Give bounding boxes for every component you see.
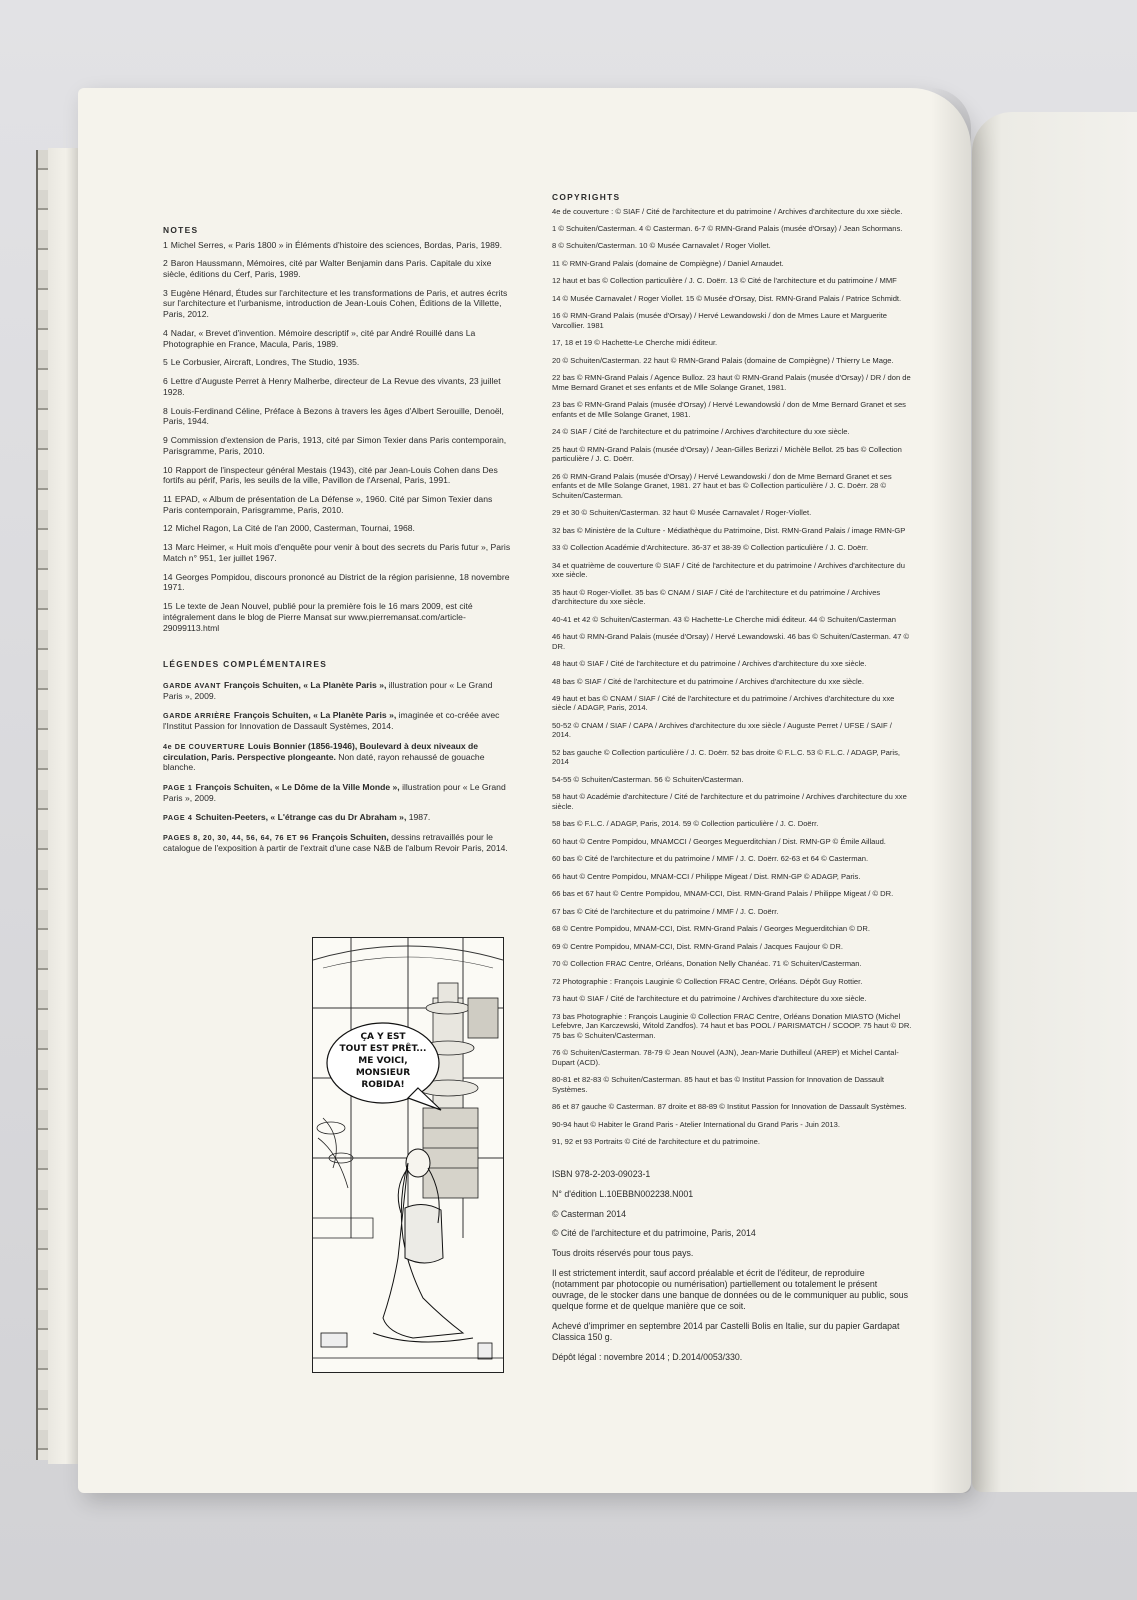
legend-title: François Schuiten, « Le Dôme de la Ville Monde », bbox=[195, 781, 400, 792]
legend-label: PAGE 1 bbox=[163, 782, 193, 792]
legal-deposit: Dépôt légal : novembre 2014 ; D.2014/0053/330. bbox=[552, 1352, 743, 1363]
legend-title: François Schuiten, « La Planète Paris », bbox=[223, 679, 387, 690]
note-number: 2 bbox=[163, 258, 168, 269]
legends-heading: LÉGENDES COMPLÉMENTAIRES bbox=[163, 659, 328, 670]
copyright-item: 46 haut © RMN-Grand Palais (musée d'Orsay) / Hervé Lewandowski. 46 bas © Schuiten/Casterman. 47 © DR. bbox=[552, 632, 910, 651]
copyright-item: 58 haut © Académie d'architecture / Cité de l'architecture et du patrimoine / Archives d'architecture du xxe siècle. bbox=[552, 792, 907, 811]
note-text: Le Corbusier, Aircraft, Londres, The Studio, 1935. bbox=[170, 357, 360, 368]
note-number: 8 bbox=[163, 405, 168, 416]
copyright-item: 90-94 haut © Habiter le Grand Paris - Atelier International du Grand Paris - Juin 2013. bbox=[552, 1119, 840, 1129]
note-text: Marc Heimer, « Huit mois d'enquête pour venir à bout des secrets du Paris futur », Paris Match n° 951, 1er juillet 1967. bbox=[163, 542, 511, 563]
note-item bbox=[163, 258, 513, 279]
note-item bbox=[163, 494, 513, 515]
copyright-item: 69 © Centre Pompidou, MNAM-CCI, Dist. RMN-Grand Palais / Jacques Faujour © DR. bbox=[552, 941, 843, 951]
copyright-item: 73 bas Photographie : François Lauginie © Collection FRAC Centre, Orléans Donation MIASTO (Michel Lefebvre, Jan Karczewski, Witold Zandfos). 74 haut et bas POOL / PARISMATCH / SCOOP. 75 haut © DR. 75 bas © Schuiten/Casterman. bbox=[552, 1011, 912, 1040]
copyright-cite: © Cité de l'architecture et du patrimoine, Paris, 2014 bbox=[552, 1228, 756, 1239]
note-item bbox=[163, 601, 513, 633]
copyright-item: 1 © Schuiten/Casterman. 4 © Casterman. 6-7 © RMN-Grand Palais (musée d'Orsay) / Jean Schormans. bbox=[552, 223, 903, 233]
legend-title: Louis Bonnier (1856-1946), Boulevard à deux niveaux de circulation, Paris. Perspective plongeante. bbox=[163, 740, 479, 762]
note-number: 13 bbox=[163, 542, 173, 553]
legend-label: GARDE AVANT bbox=[163, 680, 221, 690]
note-number: 12 bbox=[163, 523, 173, 534]
copyright-item: 12 haut et bas © Collection particulière / J. C. Doërr. 13 © Cité de l'architecture et du patrimoine / MMF bbox=[552, 276, 897, 286]
speech-bubble-line: ROBIDA! bbox=[361, 1080, 405, 1090]
note-number: 6 bbox=[163, 376, 168, 387]
copyright-item: 33 © Collection Académie d'Architecture. 36-37 et 38-39 © Collection particulière / J. C. Doërr. bbox=[552, 543, 869, 553]
legend-detail: illustration pour « Le Grand Paris », 2009. bbox=[163, 781, 506, 803]
prohibition-text: Il est strictement interdit, sauf accord préalable et écrit de l'éditeur, de reproduire (notamment par photocopie ou numérisation) partiellement ou totalement le présent ouvrage, de le stocker dans une banque de données ou de le communiquer au public, sous quelque forme et de quelque manière que ce soit. bbox=[552, 1268, 909, 1312]
copyright-item: 16 © RMN-Grand Palais (musée d'Orsay) / Hervé Lewandowski / don de Mmes Laure et Marguerite Varcollier. 1981 bbox=[552, 311, 887, 330]
copyright-item: 48 haut © SIAF / Cité de l'architecture et du patrimoine / Archives d'architecture du xxe siècle. bbox=[552, 659, 867, 669]
copyright-item: 76 © Schuiten/Casterman. 78-79 © Jean Nouvel (AJN), Jean-Marie Duthilleul (AREP) et Michel Cantal-Dupart (ACD). bbox=[552, 1048, 899, 1067]
legend-detail: Non daté, rayon rehaussé de gouache blanche. bbox=[163, 751, 485, 773]
legend-label: PAGES 8, 20, 30, 44, 56, 64, 76 ET 96 bbox=[163, 833, 309, 843]
note-text: Louis-Ferdinand Céline, Préface à Bezons à travers les âges d'Albert Serouille, Denoël, Paris, 1944. bbox=[163, 405, 504, 427]
printing-info: Achevé d'imprimer en septembre 2014 par Castelli Bolis en Italie, sur du papier Gardapat Classica 150 g. bbox=[552, 1321, 900, 1343]
legend-item bbox=[163, 680, 513, 701]
note-item bbox=[163, 465, 513, 486]
note-item bbox=[163, 542, 513, 563]
note-text: Eugène Hénard, Études sur l'architecture et les transformations de Paris, et autres écrits sur l'architecture et l'urbanisme, introduction de Jean-Louis Cohen, Éditions de la Villette, Paris, 2012. bbox=[163, 287, 508, 320]
legend-title: François Schuiten, bbox=[311, 832, 389, 843]
copyright-item: 49 haut et bas © CNAM / SIAF / Cité de l'architecture et du patrimoine / Archives d'architecture du xxe siècle / ADAGP, Paris, 2014. bbox=[552, 694, 895, 713]
notes-list bbox=[163, 240, 513, 634]
note-item bbox=[163, 376, 513, 397]
copyright-item: 68 © Centre Pompidou, MNAM-CCI, Dist. RMN-Grand Palais / Georges Meguerditchian © DR. bbox=[552, 924, 870, 934]
copyright-item: 22 bas © RMN-Grand Palais / Agence Bulloz. 23 haut © RMN-Grand Palais (musée d'Orsay) / DR / don de Mme Bernard Granet et ses enfants et de Mlle Solange Granet, 1981. bbox=[552, 373, 911, 392]
copyright-item: 48 bas © SIAF / Cité de l'architecture et du patrimoine / Archives d'architecture du xxe siècle. bbox=[552, 676, 864, 686]
copyright-item: 35 haut © Roger-Viollet. 35 bas © CNAM / SIAF / Cité de l'architecture et du patrimoine / Archives d'architecture du xxe siècle. bbox=[552, 587, 881, 607]
legends-list bbox=[163, 680, 513, 854]
note-item bbox=[163, 435, 513, 456]
copyright-item: 29 et 30 © Schuiten/Casterman. 32 haut © Musée Carnavalet / Roger-Viollet. bbox=[552, 508, 812, 518]
copyright-item: 32 bas © Ministère de la Culture - Médiathèque du Patrimoine, Dist. RMN-Grand Palais / image RMN-GP bbox=[552, 525, 906, 535]
copyright-item: 14 © Musée Carnavalet / Roger Viollet. 15 © Musée d'Orsay, Dist. RMN-Grand Palais / Patrice Schmidt. bbox=[552, 293, 902, 303]
note-item bbox=[163, 406, 513, 427]
note-item bbox=[163, 288, 513, 320]
copyright-item: 20 © Schuiten/Casterman. 22 haut © RMN-Grand Palais (domaine de Compiègne) / Thierry Le Mage. bbox=[552, 355, 894, 365]
legend-title: Schuiten-Peeters, « L'étrange cas du Dr Abraham », bbox=[195, 812, 407, 823]
note-text: Lettre d'Auguste Perret à Henry Malherbe, directeur de La Revue des vivants, 23 juillet 1928. bbox=[163, 376, 501, 397]
copyright-item: 86 et 87 gauche © Casterman. 87 droite et 88-89 © Institut Passion for Innovation de Dassault Systèmes. bbox=[552, 1102, 907, 1112]
copyright-item: 73 haut © SIAF / Cité de l'architecture et du patrimoine / Archives d'architecture du xxe siècle. bbox=[552, 994, 867, 1004]
copyright-item: 8 © Schuiten/Casterman. 10 © Musée Carnavalet / Roger Viollet. bbox=[552, 241, 771, 251]
copyright-item: 50-52 © CNAM / SIAF / CAPA / Archives d'architecture du xxe siècle / Auguste Perret / UFSE / SAIF / 2014. bbox=[552, 720, 892, 740]
left-column bbox=[163, 225, 513, 863]
copyright-item: 67 bas © Cité de l'architecture et du patrimoine / MMF / J. C. Doërr. bbox=[552, 906, 779, 916]
legend-detail: 1987. bbox=[408, 812, 431, 823]
legend-detail: illustration pour « Le Grand Paris », 2009. bbox=[163, 679, 493, 701]
copyright-item: 34 et quatrième de couverture © SIAF / Cité de l'architecture et du patrimoine / Archives d'architecture du xxe siècle. bbox=[552, 560, 905, 580]
note-number: 9 bbox=[163, 435, 168, 446]
copyright-item: 40-41 et 42 © Schuiten/Casterman. 43 © Hachette-Le Cherche midi éditeur. 44 © Schuiten/Casterman bbox=[552, 614, 896, 624]
note-text: Baron Haussmann, Mémoires, cité par Walter Benjamin dans Paris. Capitale du xixe siècle, éditions du Cerf, Paris, 1989. bbox=[163, 258, 492, 279]
copyright-item: 60 bas © Cité de l'architecture et du patrimoine / MMF / J. C. Doërr. 62-63 et 64 © Casterman. bbox=[552, 854, 869, 864]
comic-drawing bbox=[313, 938, 503, 1372]
legend-detail: imaginée et co-créée avec l'Institut Passion for Innovation de Dassault Systèmes, 2014. bbox=[163, 710, 500, 732]
copyright-item: 80-81 et 82-83 © Schuiten/Casterman. 85 haut et bas © Institut Passion for Innovation de Dassault Systèmes. bbox=[552, 1075, 885, 1094]
copyright-item: 70 © Collection FRAC Centre, Orléans, Donation Nelly Chanéac. 71 © Schuiten/Casterman. bbox=[552, 959, 862, 969]
note-item bbox=[163, 572, 513, 593]
copyright-casterman: © Casterman 2014 bbox=[552, 1208, 626, 1219]
note-item bbox=[163, 240, 513, 251]
copyright-item: 72 Photographie : François Lauginie © Collection FRAC Centre, Orléans. Dépôt Guy Rottier. bbox=[552, 976, 863, 986]
copyright-item: 60 haut © Centre Pompidou, MNAMCCI / Georges Meguerditchian / Dist. RMN-GP © Émile Aillaud. bbox=[552, 836, 886, 846]
page-stack bbox=[48, 148, 78, 1464]
isbn: ISBN 978-2-203-09023-1 bbox=[552, 1168, 651, 1179]
note-number: 4 bbox=[163, 327, 168, 338]
legend-item bbox=[163, 812, 513, 823]
note-text: Michel Ragon, La Cité de l'an 2000, Casterman, Tournai, 1968. bbox=[175, 523, 415, 534]
legend-item bbox=[163, 782, 513, 803]
note-item bbox=[163, 523, 513, 534]
copyrights-list bbox=[552, 207, 912, 1147]
comic-illustration bbox=[312, 937, 504, 1373]
notes-heading: NOTES bbox=[163, 225, 199, 235]
note-text: Michel Serres, « Paris 1800 » in Éléments d'histoire des sciences, Bordas, Paris, 1989. bbox=[170, 239, 503, 250]
note-text: Le texte de Jean Nouvel, publié pour la première fois le 16 mars 2009, est cité intégralement dans le blog de Pierre Mansat sur www.pierremansat.com/article-29099113.html bbox=[163, 601, 473, 633]
copyright-item: 17, 18 et 19 © Hachette-Le Cherche midi éditeur. bbox=[552, 338, 718, 348]
edition-number: N° d'édition L.10EBBN002238.N001 bbox=[552, 1188, 694, 1199]
copyright-item: 25 haut © RMN-Grand Palais (musée d'Orsay) / Jean-Gilles Berizzi / Michèle Bellot. 25 bas © Collection particulière / J. C. Doërr. bbox=[552, 444, 902, 464]
legend-title: François Schuiten, « La Planète Paris », bbox=[233, 710, 397, 721]
copyright-item: 52 bas gauche © Collection particulière / J. C. Doërr. 52 bas droite © F.L.C. 53 © F.L.C. / ADAGP, Paris, 2014 bbox=[552, 747, 900, 767]
note-number: 11 bbox=[163, 493, 172, 504]
note-number: 5 bbox=[163, 357, 168, 368]
legend-item bbox=[163, 832, 513, 853]
note-number: 10 bbox=[163, 464, 173, 475]
copyright-item: 4e de couverture : © SIAF / Cité de l'architecture et du patrimoine / Archives d'architecture du xxe siècle. bbox=[552, 206, 903, 216]
right-column bbox=[552, 192, 912, 1372]
copyright-item: 24 © SIAF / Cité de l'architecture et du patrimoine / Archives d'architecture du xxe siècle. bbox=[552, 427, 850, 437]
speech-bubble-line: ÇA Y EST bbox=[360, 1032, 406, 1042]
note-text: EPAD, « Album de présentation de La Défense », 1960. Cité par Simon Texier dans Paris contemporain, Parisgramme, Paris, 2010. bbox=[163, 493, 493, 515]
copyright-item: 11 © RMN-Grand Palais (domaine de Compiègne) / Daniel Arnaudet. bbox=[552, 258, 784, 268]
note-text: Rapport de l'inspecteur général Mestais (1943), cité par Jean-Louis Cohen dans Des fortifs au périf, Paris, les seuils de la ville, Pavillon de l'Arsenal, Paris, 1991. bbox=[163, 464, 498, 486]
copyright-item: 23 bas © RMN-Grand Palais (musée d'Orsay) / Hervé Lewandowski / don de Mme Bernard Granet et ses enfants et de Mlle Solange Granet, 1981. bbox=[552, 400, 906, 419]
rights-reserved: Tous droits réservés pour tous pays. bbox=[552, 1248, 694, 1259]
legend-detail: dessins retravaillés pour le catalogue de l'exposition à partir de l'extrait d'une case N&B de l'album Revoir Paris, 2014. bbox=[163, 832, 508, 853]
speech-bubble-line: ME VOICI, bbox=[358, 1056, 408, 1066]
facing-page bbox=[972, 112, 1137, 1492]
note-number: 15 bbox=[163, 601, 173, 612]
note-text: Georges Pompidou, discours prononcé au District de la région parisienne, 18 novembre 1971. bbox=[163, 571, 510, 593]
legend-item bbox=[163, 741, 513, 773]
speech-bubble-line: MONSIEUR bbox=[355, 1068, 411, 1078]
legend-label: GARDE ARRIÈRE bbox=[163, 711, 231, 721]
copyrights-heading: COPYRIGHTS bbox=[552, 192, 621, 202]
copyright-item: 66 bas et 67 haut © Centre Pompidou, MNAM-CCI, Dist. RMN-Grand Palais / Philippe Migeat / © DR. bbox=[552, 889, 894, 899]
legend-label: 4e DE COUVERTURE bbox=[163, 741, 245, 751]
speech-bubble-line: TOUT EST PRÊT... bbox=[339, 1044, 427, 1054]
note-number: 1 bbox=[163, 239, 168, 250]
copyright-item: 66 haut © Centre Pompidou, MNAM-CCI / Philippe Migeat / Dist. RMN-GP © ADAGP, Paris. bbox=[552, 871, 861, 881]
note-item bbox=[163, 328, 513, 349]
note-item bbox=[163, 357, 513, 368]
legend-label: PAGE 4 bbox=[163, 813, 193, 823]
note-number: 14 bbox=[163, 571, 173, 582]
copyright-item: 26 © RMN-Grand Palais (musée d'Orsay) / Hervé Lewandowski / don de Mme Bernard Granet et ses enfants et de Mlle Solange Granet, 1981. 27 haut et bas © Collection particulière / J. C. Doërr. 28 © Schuiten/Casterman. bbox=[552, 471, 892, 500]
copyright-item: 91, 92 et 93 Portraits © Cité de l'architecture et du patrimoine. bbox=[552, 1137, 760, 1147]
note-number: 3 bbox=[163, 287, 168, 298]
copyright-item: 54-55 © Schuiten/Casterman. 56 © Schuiten/Casterman. bbox=[552, 774, 744, 784]
copyright-item: 58 bas © F.L.C. / ADAGP, Paris, 2014. 59 © Collection particulière / J. C. Doërr. bbox=[552, 819, 819, 829]
note-text: Nadar, « Brevet d'invention. Mémoire descriptif », cité par André Rouillé dans La Photographie en France, Macula, Paris, 1989. bbox=[163, 327, 476, 349]
note-text: Commission d'extension de Paris, 1913, cité par Simon Texier dans Paris contemporain, Parisgramme, Paris, 2010. bbox=[163, 435, 507, 456]
legend-item bbox=[163, 710, 513, 731]
